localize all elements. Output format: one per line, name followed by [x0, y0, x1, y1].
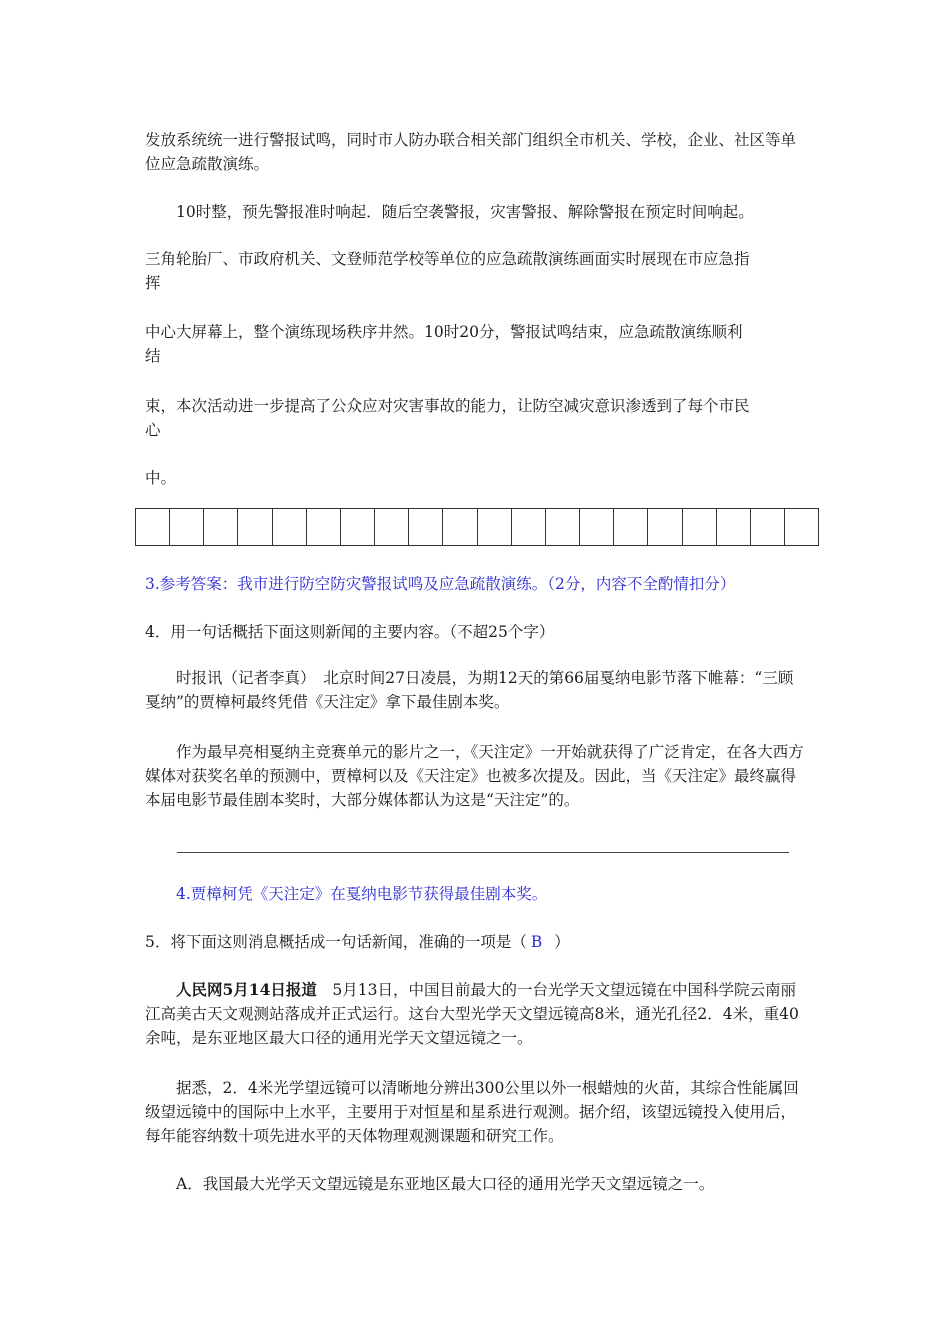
passage-paragraph: 发放系统统一进行警报试鸣，同时市人防办联合相关部门组织全市机关、学校，企业、社区等单位应急疏散演练。 — [145, 131, 797, 173]
q5-news-paragraph — [145, 978, 805, 1050]
q5-news-source: 人民网5月14日报道 — [176, 980, 317, 999]
q5-question-prefix: 5．将下面这则消息概括成一句话新闻，准确的一项是（ — [145, 933, 527, 951]
q4-news-paragraph: 时报讯（记者李真） 北京时间27日凌晨，为期12天的第66届戛纳电影节落下帷幕：“三顾戛纳”的贾樟柯最终凭借《天注定》拿下最佳剧本奖。 — [145, 669, 794, 711]
answer-grid-cell — [751, 509, 785, 545]
question-5 — [145, 930, 805, 954]
answer-grid-cell — [136, 509, 170, 545]
answer-grid-cell — [785, 509, 818, 545]
passage-line: 结 — [145, 347, 161, 365]
answer-grid-cell — [614, 509, 648, 545]
answer-line — [177, 852, 789, 853]
answer-grid-cell — [204, 509, 238, 545]
q4-news-paragraph: 作为最早亮相戛纳主竞赛单元的影片之一，《天注定》一开始就获得了广泛肯定，在各大西方媒体对获奖名单的预测中，贾樟柯以及《天注定》也被多次提及。因此，当《天注定》最终赢得本届电影节最佳剧本奖时，大部分媒体都认为这是“天注定”的。 — [145, 743, 804, 809]
answer-4: 4.贾樟柯凭《天注定》在戛纳电影节获得最佳剧本奖。 — [176, 885, 548, 903]
answer-grid-cell — [443, 509, 477, 545]
answer-grid-cell — [478, 509, 512, 545]
answer-grid-cell — [238, 509, 272, 545]
answer-grid-cell — [683, 509, 717, 545]
answer-3: 3.参考答案：我市进行防空防灾警报试鸣及应急疏散演练。（2分，内容不全酌情扣分） — [145, 575, 736, 593]
q5-answer-letter: B — [530, 933, 543, 951]
answer-grid-cell — [580, 509, 614, 545]
answer-grid — [135, 508, 819, 546]
q5-option-a: A．我国最大光学天文望远镜是东亚地区最大口径的通用光学天文望远镜之一。 — [176, 1175, 715, 1193]
passage-line: 三角轮胎厂、市政府机关、文登师范学校等单位的应急疏散演练画面实时展现在市应急指 — [145, 250, 750, 268]
answer-grid-cell — [273, 509, 307, 545]
answer-grid-cell — [648, 509, 682, 545]
answer-grid-cell — [409, 509, 443, 545]
q5-news-body: 5月13日，中国目前最大的一台光学天文望远镜在中国科学院云南丽江高美古天文观测站落成并正式运行。这台大型光学天文望远镜高8米，通光孔径2．4米，重40余吨，是东亚地区最大口径的通用光学天文望远镜之一。 — [145, 981, 799, 1047]
answer-grid-cell — [307, 509, 341, 545]
answer-grid-cell — [375, 509, 409, 545]
passage-line: 中。 — [145, 469, 177, 487]
answer-grid-cell — [341, 509, 375, 545]
passage-paragraph: 10时整，预先警报准时响起．随后空袭警报，灾害警报、解除警报在预定时间响起。 — [176, 203, 754, 221]
passage-line: 束，本次活动进一步提高了公众应对灾害事故的能力，让防空减灾意识渗透到了每个市民 — [145, 397, 750, 415]
passage-line: 中心大屏幕上，整个演练现场秩序井然。10时20分，警报试鸣结束，应急疏散演练顺利 — [145, 323, 743, 341]
passage-line: 心 — [145, 421, 161, 439]
passage-line: 挥 — [145, 274, 161, 292]
question-4: 4．用一句话概括下面这则新闻的主要内容。（不超25个字） — [145, 623, 555, 641]
q5-news-paragraph: 据悉，2．4米光学望远镜可以清晰地分辨出300公里以外一根蜡烛的火苗，其综合性能属回级望远镜中的国际中上水平，主要用于对恒星和星系进行观测。据介绍，该望远镜投入使用后，每年能容纳数十项先进水平的天体物理观测课题和研究工作。 — [145, 1079, 799, 1145]
answer-grid-cell — [512, 509, 546, 545]
answer-grid-cell — [546, 509, 580, 545]
q5-question-suffix: ） — [554, 933, 570, 951]
answer-grid-cell — [170, 509, 204, 545]
answer-grid-cell — [717, 509, 751, 545]
